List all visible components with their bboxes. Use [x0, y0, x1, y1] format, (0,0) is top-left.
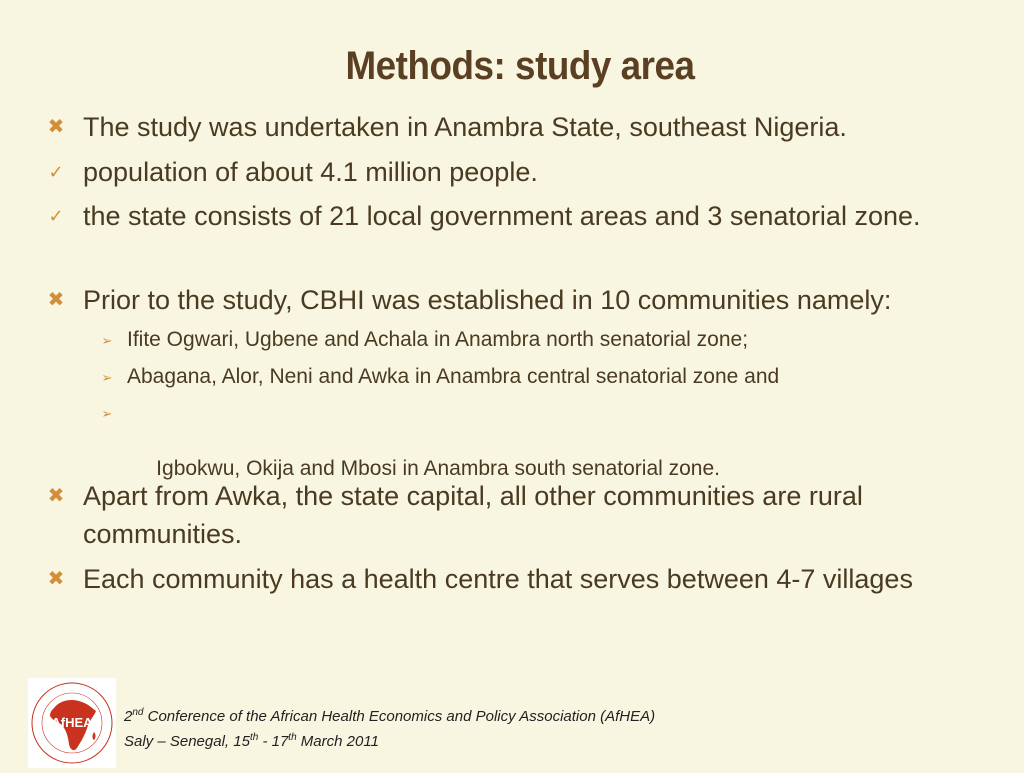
bullet-item — [48, 153, 983, 191]
bullet-text: the state consists of 21 local government areas and 3 senatorial zone. — [83, 201, 921, 231]
bullet-item — [47, 477, 963, 553]
conf-ordinal: nd — [132, 707, 144, 718]
logo-text: AfHEA — [51, 715, 93, 730]
arrow-icon: ➢ — [101, 370, 113, 385]
sub-bullet-item — [101, 363, 977, 391]
bullet-item — [47, 108, 983, 146]
check-icon: ✓ — [48, 162, 64, 182]
footer-place-line — [124, 727, 655, 752]
conf-place: Saly – Senegal, 15 — [124, 733, 250, 750]
check-icon: ✓ — [48, 206, 64, 226]
bullet-item — [47, 560, 923, 598]
date-month: March 2011 — [296, 733, 379, 750]
sub-bullet-text: Ifite Ogwari, Ugbene and Achala in Anambra north senatorial zone; — [127, 328, 749, 351]
footer-conference-line — [124, 702, 655, 727]
sub-bullet-text: Abagana, Alor, Neni and Awka in Anambra central senatorial zone and — [127, 365, 780, 388]
x-icon: ✖ — [47, 289, 65, 311]
arrow-icon: ➢ — [101, 406, 113, 421]
sub-bullet-text: Igbokwu, Okija and Mbosi in Anambra south senatorial zone. — [150, 457, 720, 480]
date-ordinal: th — [249, 732, 259, 743]
x-icon: ✖ — [47, 116, 65, 138]
x-icon: ✖ — [47, 485, 65, 507]
x-icon: ✖ — [47, 568, 65, 590]
bullet-text: Each community has a health centre that serves between 4-7 villages — [83, 564, 913, 594]
bullet-text: Prior to the study, CBHI was established in 10 communities namely: — [83, 285, 892, 315]
bullet-item — [48, 197, 983, 235]
bullet-text: population of about 4.1 million people. — [83, 157, 538, 187]
afhea-logo-graphic — [28, 678, 116, 768]
afhea-logo — [28, 678, 116, 768]
arrow-icon: ➢ — [101, 333, 113, 348]
conf-name: Conference of the African Health Economics and Policy Association (AfHEA) — [143, 708, 656, 725]
bullet-item — [47, 281, 1003, 319]
bullet-text: The study was undertaken in Anambra State, southeast Nigeria. — [83, 112, 847, 142]
conf-number: 2 — [124, 708, 133, 725]
date-ordinal: th — [288, 732, 297, 743]
bullet-text: Apart from Awka, the state capital, all other communities are rural communities. — [83, 481, 863, 549]
slide-title: Methods: study area — [345, 44, 695, 88]
sub-bullet-item — [101, 326, 977, 354]
footer — [124, 702, 655, 752]
date-end: - 17 — [258, 733, 289, 750]
